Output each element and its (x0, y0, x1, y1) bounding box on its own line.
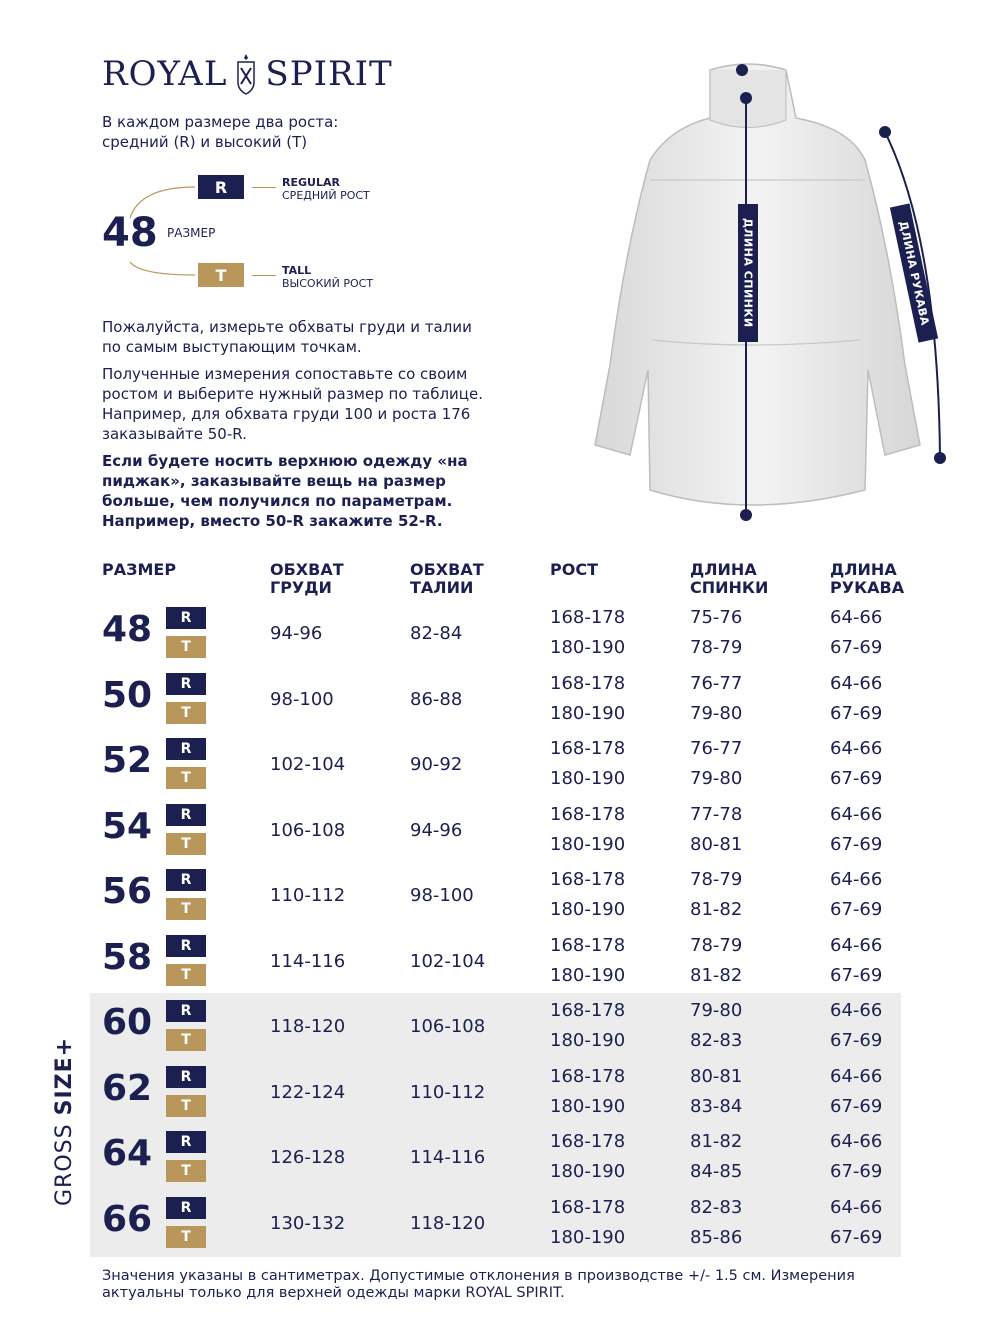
sleeve-tall-value: 67-69 (830, 1030, 883, 1051)
size-number: 64 (102, 1133, 153, 1174)
size-number: 50 (102, 674, 153, 716)
instructions-paragraph-3 (102, 451, 542, 531)
header-chest-line2: ГРУДИ (270, 578, 332, 597)
size-number: 62 (102, 1067, 153, 1109)
size-number: 48 (102, 609, 153, 650)
regular-badge: R (166, 607, 206, 629)
regular-badge: R (166, 673, 206, 695)
regular-badge: R (166, 1131, 206, 1153)
intro-line-1: В каждом размере два роста: (102, 113, 339, 131)
legend-tall-text (282, 264, 373, 290)
instructions-paragraph-2 (102, 364, 522, 444)
waist-value: 118-120 (410, 1212, 486, 1234)
sleeve-tall-value: 67-69 (830, 1226, 883, 1248)
back-tall-value: 81-82 (690, 964, 743, 986)
chest-value: 94-96 (270, 623, 323, 644)
height-tall-value: 180-190 (550, 1161, 626, 1182)
tall-badge: T (166, 898, 206, 920)
regular-badge: R (166, 1197, 206, 1219)
chest-value: 122-124 (270, 1081, 346, 1103)
legend-tall-title: TALL (282, 264, 312, 277)
jacket-logo-patch (736, 64, 748, 76)
chest-value: 118-120 (270, 1016, 346, 1037)
back-tall-value: 79-80 (690, 702, 743, 724)
header-back-line1: ДЛИНА (690, 560, 757, 579)
table-row (0, 1062, 1000, 1127)
sleeve-regular-value: 64-66 (830, 869, 883, 890)
tall-badge: T (166, 1095, 206, 1117)
sleeve-tall-value: 67-69 (830, 1095, 883, 1117)
back-tall-value: 84-85 (690, 1161, 743, 1182)
back-tall-value: 82-83 (690, 1030, 743, 1051)
legend-regular-connector (252, 187, 276, 188)
waist-value: 106-108 (410, 1016, 486, 1037)
legend-regular-badge: R (198, 175, 244, 199)
instructions-line: пиджак», заказывайте вещь на размер (102, 472, 446, 490)
header-size: РАЗМЕР (102, 560, 177, 579)
sleeve-tall-value: 67-69 (830, 833, 883, 855)
instructions-line: заказывайте 50-R. (102, 425, 247, 443)
height-regular-value: 168-178 (550, 869, 626, 890)
sleeve-regular-value: 64-66 (830, 1131, 883, 1152)
back-tall-value: 79-80 (690, 768, 743, 789)
table-row (0, 800, 1000, 865)
regular-badge: R (166, 804, 206, 826)
back-tall-value: 81-82 (690, 899, 743, 920)
back-regular-value: 76-77 (690, 672, 743, 694)
height-tall-value: 180-190 (550, 899, 626, 920)
height-tall-value: 180-190 (550, 1030, 626, 1051)
header-back-line2: СПИНКИ (690, 578, 769, 597)
instructions-line: Например, вместо 50-R закажите 52-R. (102, 512, 443, 530)
sleeve-regular-value: 64-66 (830, 934, 883, 956)
header-sleeve-line2: РУКАВА (830, 578, 905, 597)
sleeve-tall-value: 67-69 (830, 702, 883, 724)
tall-badge: T (166, 1226, 206, 1248)
table-row (0, 931, 1000, 996)
table-row (0, 865, 1000, 930)
instructions-line: Например, для обхвата груди 100 и роста 176 (102, 405, 471, 423)
waist-value: 90-92 (410, 754, 463, 775)
height-regular-value: 168-178 (550, 607, 626, 628)
footer-line-1: Значения указаны в сантиметрах. Допустимые отклонения в производстве +/- 1.5 см. Измерения (102, 1268, 855, 1284)
height-tall-value: 180-190 (550, 637, 626, 658)
tall-badge: T (166, 1029, 206, 1051)
legend-tall-desc: ВЫСОКИЙ РОСТ (282, 277, 374, 290)
height-tall-value: 180-190 (550, 1095, 626, 1117)
crest-icon (235, 52, 257, 96)
waist-value: 110-112 (410, 1081, 486, 1103)
header-height: РОСТ (550, 560, 598, 579)
legend-tall-connector (252, 275, 276, 276)
height-regular-value: 168-178 (550, 1131, 626, 1152)
table-row (0, 996, 1000, 1061)
gross-size-bold: SIZE+ (52, 1036, 77, 1116)
sleeve-regular-value: 64-66 (830, 607, 883, 628)
chest-value: 102-104 (270, 754, 346, 775)
sleeve-tall-value: 67-69 (830, 964, 883, 986)
height-regular-value: 168-178 (550, 934, 626, 956)
legend-regular-title: REGULAR (282, 176, 340, 189)
size-number: 66 (102, 1198, 153, 1240)
instructions-line: Полученные измерения сопоставьте со своим (102, 365, 468, 383)
size-number: 58 (102, 936, 153, 978)
sleeve-regular-value: 64-66 (830, 803, 883, 825)
back-tall-value: 80-81 (690, 833, 743, 855)
footer-line-2: актуальны только для верхней одежды марки ROYAL SPIRIT. (102, 1285, 565, 1301)
regular-badge: R (166, 738, 206, 760)
instructions-paragraph-1 (102, 317, 522, 357)
header-sleeve-line1: ДЛИНА (830, 560, 897, 579)
instructions-line: Пожалуйста, измерьте обхваты груди и талии (102, 318, 472, 336)
tall-badge: T (166, 636, 206, 658)
back-regular-value: 76-77 (690, 738, 743, 759)
sleeve-regular-value: 64-66 (830, 1000, 883, 1021)
height-regular-value: 168-178 (550, 803, 626, 825)
height-tall-value: 180-190 (550, 1226, 626, 1248)
intro-text (102, 112, 338, 152)
instructions-line: больше, чем получился по параметрам. (102, 492, 453, 510)
back-regular-value: 77-78 (690, 803, 743, 825)
header-waist-line2: ТАЛИИ (410, 578, 474, 597)
size-number: 56 (102, 871, 153, 912)
chest-value: 126-128 (270, 1147, 346, 1168)
sleeve-tall-value: 67-69 (830, 899, 883, 920)
waist-value: 114-116 (410, 1147, 486, 1168)
height-tall-value: 180-190 (550, 702, 626, 724)
header-waist (410, 561, 484, 597)
back-length-dot-bottom (740, 509, 752, 521)
sleeve-regular-value: 64-66 (830, 738, 883, 759)
tall-badge: T (166, 702, 206, 724)
header-chest (270, 561, 344, 597)
table-row (0, 669, 1000, 734)
size-number: 60 (102, 1002, 153, 1043)
sleeve-regular-value: 64-66 (830, 672, 883, 694)
sleeve-length-tag: ДЛИНА РУКАВА (890, 203, 938, 342)
chest-value: 106-108 (270, 819, 346, 841)
brand-name-right: SPIRIT (265, 54, 393, 94)
back-length-dot-top (740, 92, 752, 104)
sleeve-regular-value: 64-66 (830, 1196, 883, 1218)
header-waist-line1: ОБХВАТ (410, 560, 484, 579)
table-row (0, 1127, 1000, 1192)
header-back-length (690, 561, 768, 597)
regular-badge: R (166, 1066, 206, 1088)
waist-value: 94-96 (410, 819, 463, 841)
back-regular-value: 75-76 (690, 607, 743, 628)
legend-regular-desc: СРЕДНИЙ РОСТ (282, 189, 370, 202)
legend-tall-badge: T (198, 263, 244, 287)
chest-value: 114-116 (270, 950, 346, 972)
intro-line-2: средний (R) и высокий (T) (102, 133, 308, 151)
height-tall-value: 180-190 (550, 768, 626, 789)
brand-logo (102, 52, 393, 96)
chest-value: 98-100 (270, 688, 334, 710)
legend-regular-text (282, 176, 370, 202)
brand-name-left: ROYAL (102, 54, 228, 94)
sleeve-regular-value: 64-66 (830, 1065, 883, 1087)
instructions-line: по самым выступающим точкам. (102, 338, 362, 356)
height-regular-value: 168-178 (550, 672, 626, 694)
tall-badge: T (166, 964, 206, 986)
instructions-line: ростом и выберите нужный размер по таблице. (102, 385, 483, 403)
gross-size-label (52, 1037, 77, 1206)
tall-badge: T (166, 1160, 206, 1182)
waist-value: 98-100 (410, 885, 474, 906)
height-regular-value: 168-178 (550, 1000, 626, 1021)
legend-size-label: РАЗМЕР (167, 226, 216, 240)
size-number: 54 (102, 805, 153, 847)
back-tall-value: 83-84 (690, 1095, 743, 1117)
back-regular-value: 82-83 (690, 1196, 743, 1218)
back-regular-value: 79-80 (690, 1000, 743, 1021)
waist-value: 86-88 (410, 688, 463, 710)
back-regular-value: 81-82 (690, 1131, 743, 1152)
header-chest-line1: ОБХВАТ (270, 560, 344, 579)
table-row (0, 1193, 1000, 1258)
regular-badge: R (166, 935, 206, 957)
sleeve-tall-value: 67-69 (830, 1161, 883, 1182)
height-tall-value: 180-190 (550, 964, 626, 986)
back-regular-value: 78-79 (690, 934, 743, 956)
gross-size-light: GROSS (52, 1123, 77, 1206)
height-regular-value: 168-178 (550, 1196, 626, 1218)
height-regular-value: 168-178 (550, 1065, 626, 1087)
size-number: 52 (102, 740, 153, 781)
back-regular-value: 78-79 (690, 869, 743, 890)
header-sleeve-length (830, 561, 904, 597)
back-tall-value: 78-79 (690, 637, 743, 658)
table-row (0, 603, 1000, 668)
chest-value: 110-112 (270, 885, 346, 906)
back-tall-value: 85-86 (690, 1226, 743, 1248)
regular-badge: R (166, 869, 206, 891)
regular-badge: R (166, 1000, 206, 1022)
back-length-tag: ДЛИНА СПИНКИ (738, 204, 758, 342)
waist-value: 82-84 (410, 623, 463, 644)
chest-value: 130-132 (270, 1212, 346, 1234)
legend-size-number: 48 (102, 210, 158, 256)
sleeve-tall-value: 67-69 (830, 768, 883, 789)
height-tall-value: 180-190 (550, 833, 626, 855)
sleeve-tall-value: 67-69 (830, 637, 883, 658)
tall-badge: T (166, 833, 206, 855)
instructions-line: Если будете носить верхнюю одежду «на (102, 452, 468, 470)
waist-value: 102-104 (410, 950, 486, 972)
back-regular-value: 80-81 (690, 1065, 743, 1087)
footer-note (102, 1268, 922, 1302)
table-row (0, 734, 1000, 799)
height-regular-value: 168-178 (550, 738, 626, 759)
tall-badge: T (166, 767, 206, 789)
